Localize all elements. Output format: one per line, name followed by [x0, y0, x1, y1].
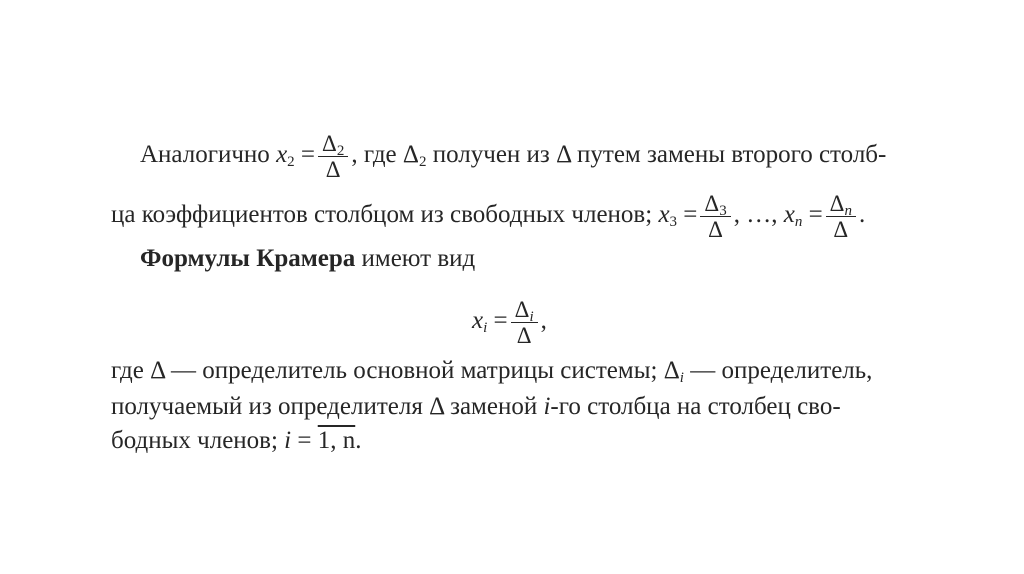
- delta: Δ: [402, 141, 419, 169]
- fraction-numerator: [318, 131, 348, 159]
- delta: Δ: [704, 191, 720, 216]
- text: заменой: [450, 393, 538, 420]
- fraction: [318, 131, 348, 182]
- period: .: [355, 427, 362, 454]
- text: получен из: [432, 141, 550, 169]
- delta: Δ: [429, 393, 444, 420]
- paragraph-1-line-2: [111, 191, 865, 242]
- heading-bold: Формулы Крамера: [140, 245, 356, 272]
- subscript: n: [844, 203, 852, 219]
- text: , где: [351, 141, 397, 169]
- paragraph-1-line-1: [140, 131, 886, 182]
- var-x: x: [276, 141, 288, 169]
- var-x: x: [472, 307, 484, 335]
- comma: ,: [540, 307, 547, 335]
- text: получаемый из определителя: [111, 393, 423, 420]
- fraction-numerator: [511, 297, 538, 325]
- text: путем замены второго столб-: [577, 141, 887, 169]
- fraction-numerator: [826, 191, 856, 219]
- subscript: 3: [719, 203, 727, 219]
- subscript: 3: [669, 214, 678, 231]
- equals: =: [683, 201, 698, 229]
- cramer-formula: [472, 297, 547, 348]
- subscript: 2: [336, 143, 345, 159]
- fraction-denominator: Δ: [318, 156, 348, 182]
- paragraph-2-line-1: [111, 356, 872, 386]
- paragraph-2-line-3: [111, 426, 361, 456]
- subscript: i: [483, 320, 488, 337]
- subscript: 2: [418, 154, 427, 171]
- fraction-denominator: Δ: [700, 216, 730, 242]
- subscript: 2: [287, 154, 295, 171]
- subscript: i: [679, 370, 684, 386]
- delta: Δ: [514, 297, 530, 322]
- equals: =: [300, 141, 316, 169]
- heading-rest: имеют вид: [361, 245, 476, 272]
- fraction: [826, 191, 856, 242]
- delta: Δ: [322, 131, 337, 156]
- var-i: i: [543, 393, 551, 420]
- period: .: [858, 201, 866, 229]
- delta: Δ: [150, 357, 165, 384]
- fraction-numerator: [700, 191, 730, 219]
- ellipsis: , …,: [733, 201, 778, 229]
- var-i: i: [284, 427, 292, 454]
- fraction-denominator: Δ: [511, 322, 538, 348]
- equals: =: [808, 201, 823, 229]
- text: ца коэффициентов столбцом из свободных членов;: [111, 201, 653, 229]
- fraction: [511, 297, 538, 348]
- fraction: [700, 191, 730, 242]
- equals: =: [297, 427, 312, 454]
- fraction-denominator: Δ: [826, 216, 856, 242]
- delta: Δ: [663, 357, 680, 384]
- range-overline: 1, n: [317, 427, 356, 454]
- delta: Δ: [829, 191, 845, 216]
- delta: Δ: [556, 141, 571, 169]
- subscript: n: [794, 214, 803, 231]
- paragraph-2-line-2: [111, 392, 841, 422]
- text: — определитель основной матрицы системы;: [171, 357, 658, 384]
- text: бодных членов;: [111, 427, 278, 454]
- var-x: x: [658, 201, 670, 229]
- var-x: x: [783, 201, 795, 229]
- text: -го столбца на столбец сво-: [550, 393, 841, 420]
- text: — определитель,: [690, 357, 873, 384]
- text: Аналогично: [140, 141, 270, 169]
- equals: =: [493, 307, 508, 335]
- cramer-heading: [140, 244, 475, 274]
- text: где: [111, 357, 144, 384]
- subscript: i: [529, 309, 534, 325]
